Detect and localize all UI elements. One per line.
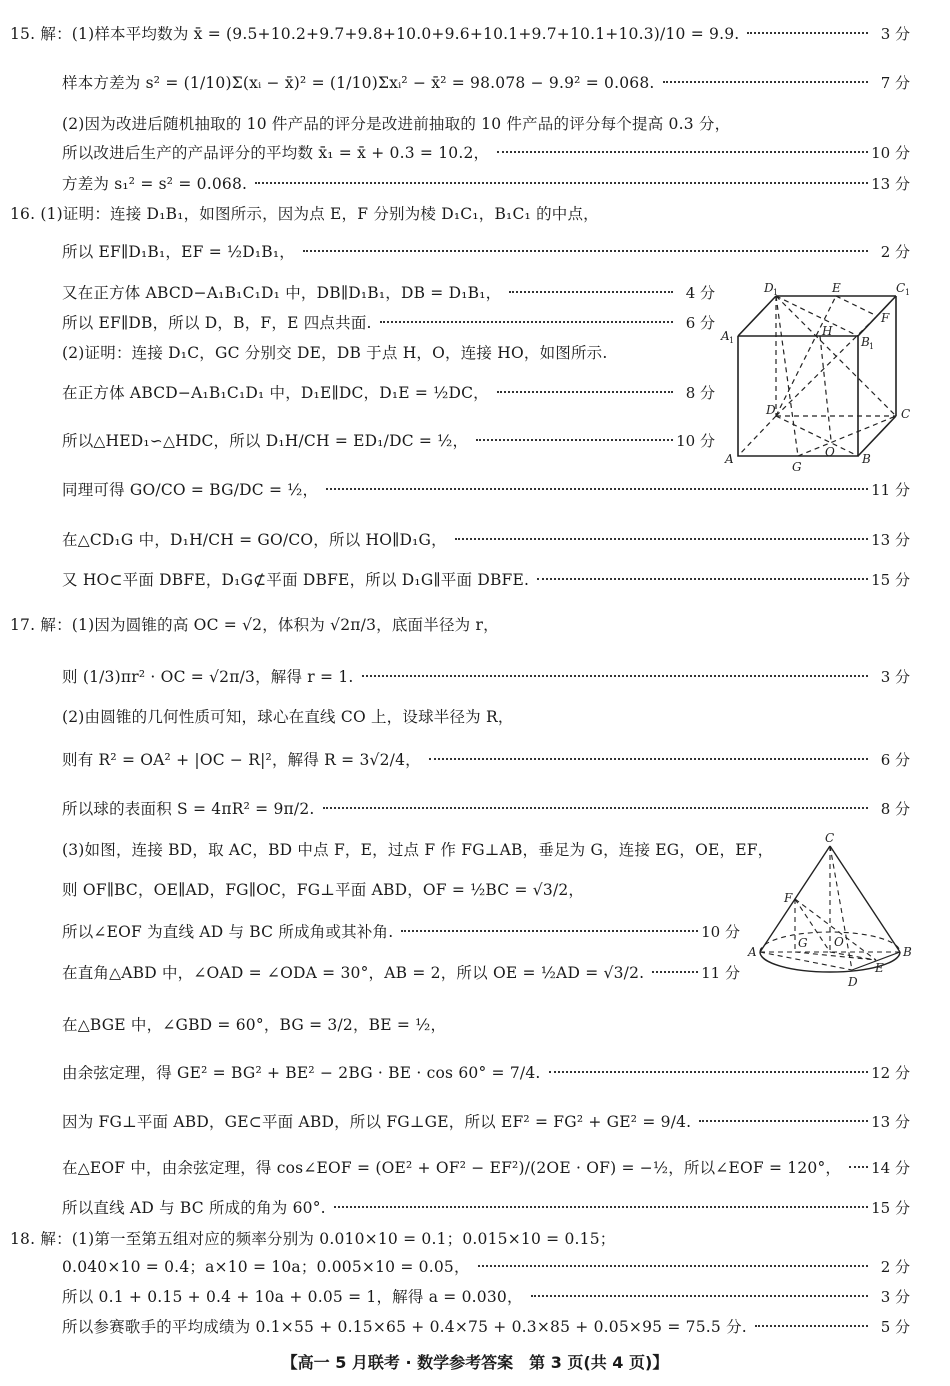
label-c1-sub: 1 — [905, 288, 911, 297]
score-marker: 10 分 — [871, 143, 910, 162]
score-marker: 6 分 — [880, 750, 910, 769]
answer-line-text: 所以参赛歌手的平均成绩为 0.1×55 + 0.15×65 + 0.4×75 + 0.3×85 + 0.05×95 = 75.5 分. — [62, 1318, 747, 1336]
answer-line — [0, 1306, 950, 1346]
label-d: D — [766, 403, 776, 417]
label-d1-sub: 1 — [773, 288, 779, 297]
score-marker: 15 分 — [871, 1198, 910, 1217]
answer-line — [0, 1147, 950, 1187]
label-a1: A — [721, 329, 730, 343]
answer-line-text: (2)由圆锥的几何性质可知，球心在直线 CO 上，设球半径为 R， — [62, 708, 514, 726]
label-cone-a: A — [748, 945, 757, 959]
label-g: G — [792, 460, 802, 474]
answer-line-text: 所以△HED₁∽△HDC，所以 D₁H/CH = ED₁/DC = ½， — [62, 432, 469, 450]
label-e: E — [832, 281, 841, 295]
score-marker: 10 分 — [701, 922, 740, 941]
label-cone-c: C — [825, 831, 835, 845]
answer-line-text: 在正方体 ABCD−A₁B₁C₁D₁ 中，D₁E∥DC，D₁E = ½DC， — [62, 384, 489, 402]
label-b1: B — [861, 335, 870, 349]
page-footer: 【高一 5 月联考 · 数学参考答案 第 3 页(共 4 页)】 — [281, 1352, 669, 1372]
dotted-leader — [476, 420, 673, 460]
answer-line — [0, 604, 950, 644]
answer-line-text: 所以改进后生产的产品评分的平均数 x̄₁ = x̄ + 0.3 = 10.2， — [62, 144, 490, 162]
score-marker: 8 分 — [685, 383, 715, 402]
answer-line-text: 所以 EF∥DB，所以 D，B，F，E 四点共面. — [62, 314, 372, 332]
answer-line-text: 18. 解：(1)第一至第五组对应的频率分别为 0.010×10 = 0.1；0.015×10 = 0.15； — [10, 1230, 616, 1248]
answer-line — [0, 1004, 950, 1044]
answer-line-text: (2)因为改进后随机抽取的 10 件产品的评分是改进前抽取的 10 件产品的评分每个提高 0.3 分， — [62, 115, 731, 133]
answer-line-text: 因为 FG⊥平面 ABD，GE⊂平面 ABD，所以 FG⊥GE，所以 EF² = FG² + GE² = 9/4. — [62, 1113, 692, 1131]
dotted-leader — [401, 911, 698, 951]
answer-line-text: 16. (1)证明：连接 D₁B₁，如图所示，因为点 E，F 分别为棱 D₁C₁，B₁C₁ 的中点， — [10, 205, 599, 223]
answer-line — [0, 696, 950, 736]
answer-line — [0, 469, 950, 509]
answer-line-text: 所以球的表面积 S = 4πR² = 9π/2. — [62, 800, 315, 818]
score-marker: 10 分 — [676, 431, 715, 450]
score-marker: 3 分 — [880, 1287, 910, 1306]
answer-line-text: 在△BGE 中，∠GBD = 60°，BG = 3/2，BE = ½， — [62, 1016, 447, 1034]
dotted-leader — [497, 372, 673, 412]
score-marker: 15 分 — [871, 570, 910, 589]
score-marker: 8 分 — [880, 799, 910, 818]
answer-line-text: (2)证明：连接 D₁C，GC 分别交 DE，DB 于点 H，O，连接 HO，如图所示. — [62, 344, 608, 362]
answer-line — [0, 13, 950, 53]
label-cone-o: O — [834, 935, 844, 949]
score-marker: 13 分 — [871, 174, 910, 193]
label-o: O — [825, 445, 835, 459]
answer-line-text: 方差为 s₁² = s² = 0.068. — [62, 175, 248, 193]
answer-line-text: 0.040×10 = 0.4；a×10 = 10a；0.005×10 = 0.05， — [62, 1258, 470, 1276]
answer-line — [0, 739, 950, 779]
answer-line-text: 同理可得 GO/CO = BG/DC = ½， — [62, 481, 319, 499]
answer-line-text: 则有 R² = OA² + |OC − R|²，解得 R = 3√2/4， — [62, 751, 421, 769]
answer-line — [0, 332, 950, 372]
dotted-leader — [326, 469, 868, 509]
dotted-leader — [303, 231, 868, 271]
dotted-leader — [537, 559, 868, 599]
answer-line — [0, 193, 950, 233]
answer-line — [0, 1101, 950, 1141]
answer-line-text: 在△CD₁G 中，D₁H/CH = GO/CO，所以 HO∥D₁G， — [62, 531, 447, 549]
answer-line-text: 在直角△ABD 中，∠OAD = ∠ODA = 30°，AB = 2，所以 OE = ½AD = √3/2. — [62, 964, 645, 982]
answer-line — [0, 559, 950, 599]
answer-line-text: 17. 解：(1)因为圆锥的高 OC = √2，体积为 √2π/3，底面半径为 r， — [10, 616, 499, 634]
answer-line-text: 样本方差为 s² = (1/10)Σ(xᵢ − x̄)² = (1/10)Σxᵢ² − x̄² = 98.078 − 9.9² = 0.068. — [62, 74, 655, 92]
answer-line — [0, 952, 950, 992]
answer-line-text: 所以 EF∥D₁B₁，EF = ½D₁B₁， — [62, 243, 295, 261]
answer-line — [0, 1052, 950, 1092]
answer-line — [0, 869, 950, 909]
answer-line-text: 又在正方体 ABCD−A₁B₁C₁D₁ 中，DB∥D₁B₁，DB = D₁B₁， — [62, 284, 502, 302]
answer-line — [0, 372, 950, 412]
label-cone-d: D — [848, 975, 858, 989]
answer-line — [0, 231, 950, 271]
label-cone-f: F — [784, 891, 793, 905]
answer-line-text: 15. 解：(1)样本平均数为 x̄ = (9.5+10.2+9.7+9.8+10.0+9.6+10.1+9.7+10.1+10.3)/10 = 9.9. — [10, 25, 740, 43]
answer-line — [0, 788, 950, 828]
answer-line-text: 又 HO⊂平面 DBFE，D₁G⊄平面 DBFE，所以 D₁G∥平面 DBFE. — [62, 571, 530, 589]
label-c1: C — [896, 281, 906, 295]
answer-line-text: 则 (1/3)πr² · OC = √2π/3，解得 r = 1. — [62, 668, 354, 686]
score-marker: 3 分 — [880, 24, 910, 43]
score-marker: 6 分 — [685, 313, 715, 332]
score-marker: 2 分 — [880, 242, 910, 261]
score-marker: 5 分 — [880, 1317, 910, 1336]
score-marker: 13 分 — [871, 530, 910, 549]
answer-line — [0, 911, 950, 951]
label-b1-sub: 1 — [869, 342, 875, 351]
score-marker: 3 分 — [880, 667, 910, 686]
answer-line — [0, 829, 950, 869]
answer-line-text: 所以∠EOF 为直线 AD 与 BC 所成角或其补角. — [62, 923, 394, 941]
dotted-leader — [663, 62, 868, 102]
answer-line-text: (3)如图，连接 BD，取 AC，BD 中点 F，E，过点 F 作 FG⊥AB，垂足为 G，连接 EG，OE，EF， — [62, 841, 774, 859]
answer-line-text: 所以 0.1 + 0.15 + 0.4 + 10a + 0.05 = 1，解得 a = 0.030， — [62, 1288, 523, 1306]
label-b: B — [862, 452, 871, 466]
score-marker: 11 分 — [701, 963, 740, 982]
label-a1-sub: 1 — [729, 336, 735, 345]
score-marker: 14 分 — [871, 1158, 910, 1177]
label-cone-e: E — [875, 961, 884, 975]
dotted-leader — [429, 739, 868, 779]
label-cone-b: B — [903, 945, 912, 959]
score-marker: 12 分 — [871, 1063, 910, 1082]
label-h: H — [822, 324, 833, 338]
label-f: F — [881, 311, 890, 325]
dotted-leader — [699, 1101, 868, 1141]
dotted-leader — [362, 656, 868, 696]
score-marker: 13 分 — [871, 1112, 910, 1131]
answer-line — [0, 656, 950, 696]
answer-line-text: 在△EOF 中，由余弦定理，得 cos∠EOF = (OE² + OF² − EF²)/(2OE · OF) = −½，所以∠EOF = 120°， — [62, 1159, 842, 1177]
dotted-leader — [455, 519, 868, 559]
label-cone-g: G — [798, 936, 808, 950]
answer-line — [0, 62, 950, 102]
score-marker: 2 分 — [880, 1257, 910, 1276]
score-marker: 4 分 — [685, 283, 715, 302]
answer-line — [0, 420, 950, 460]
answer-line-text: 则 OF∥BC，OE∥AD，FG∥OC，FG⊥平面 ABD，OF = ½BC = √3/2， — [62, 881, 585, 899]
label-d1: D — [764, 281, 774, 295]
answer-line-text: 所以直线 AD 与 BC 所成的角为 60°. — [62, 1199, 326, 1217]
dotted-leader — [323, 788, 868, 828]
label-c: C — [901, 407, 911, 421]
score-marker: 7 分 — [880, 73, 910, 92]
answer-line — [0, 519, 950, 559]
answer-line-text: 由余弦定理，得 GE² = BG² + BE² − 2BG · BE · cos 60° = 7/4. — [62, 1064, 541, 1082]
dotted-leader — [549, 1052, 868, 1092]
label-a: A — [725, 452, 734, 466]
score-marker: 11 分 — [871, 480, 910, 499]
